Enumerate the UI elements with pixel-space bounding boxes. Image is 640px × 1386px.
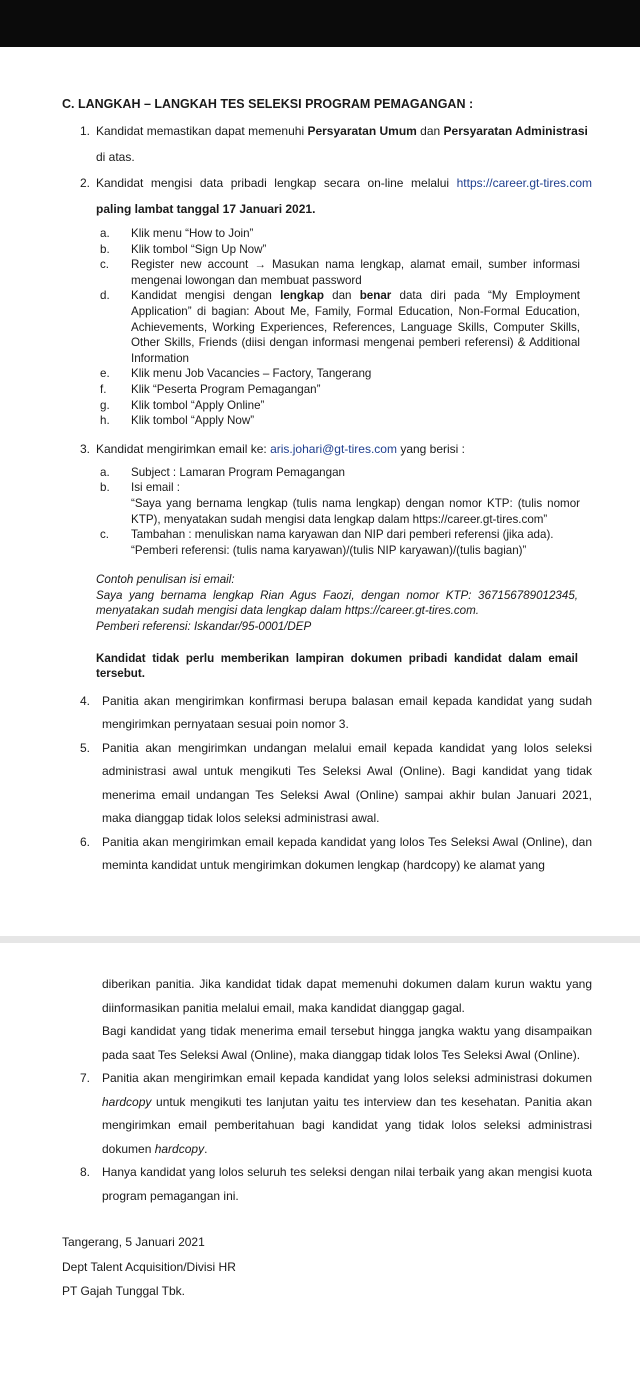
substep-b: b. Isi email : “Saya yang bernama lengkap (tulis nama lengkap) dengan nomor KTP: (tulis nomor KTP), menyatakan sudah mengisi data lengkap dalam https://career.gt-tires.com”	[100, 481, 580, 526]
step-number: 6.	[80, 834, 91, 849]
step-text: Panitia akan mengirimkan konfirmasi berupa balasan email kepada kandidat yang sudah mengirimkan pernyataan sesuai poin nomor 3.	[102, 693, 592, 732]
step-1	[80, 118, 592, 170]
substep-b: b. Klik tombol “Sign Up Now”	[100, 242, 267, 256]
signature-block	[62, 1230, 592, 1304]
substep-c: c. Register new account → Masukan nama lengkap, alamat email, sumber informasi mengenai lowongan dan membuat password	[100, 258, 580, 287]
email-body-template: “Saya yang bernama lengkap (tulis nama lengkap) dengan nomor KTP: (tulis nomor KTP), menyatakan sudah mengisi data lengkap dalam https://career.gt-tires.com”	[131, 496, 580, 526]
place-date: Tangerang, 5 Januari 2021	[62, 1235, 205, 1249]
attachment-notice: Kandidat tidak perlu memberikan lampiran dokumen pribadi kandidat dalam email tersebut.	[96, 651, 578, 681]
step-2	[80, 170, 592, 222]
step-number: 7.	[80, 1071, 91, 1085]
step-text: Panitia akan mengirimkan undangan melalui email kepada kandidat yang lolos seleksi administrasi awal untuk mengikuti Tes Seleksi Awal (Online). Bagi kandidat yang tidak menerima email undangan Tes Seleksi Awal (Online) sampai akhir bulan Januari 2021, maka dianggap tidak lolos seleksi administrasi awal.	[102, 740, 592, 826]
step-text: Hanya kandidat yang lolos seluruh tes seleksi dengan nilai terbaik yang akan mengisi kuota program pemagangan ini.	[102, 1165, 592, 1203]
substep-g: g. Klik tombol “Apply Online”	[100, 398, 265, 412]
step-number: 8.	[80, 1165, 91, 1179]
step-text: Panitia akan mengirimkan email kepada kandidat yang lolos seleksi administrasi dokumen hardcopy untuk mengikuti tes lanjutan yaitu tes interview dan tes kesehatan. Panitia akan mengirimkan email pemberitahuan bagi kandidat yang tidak lolos seleksi administrasi dokumen hardcopy.	[102, 1071, 592, 1156]
example-referrer: Pemberi referensi: Iskandar/95-0001/DEP	[96, 620, 312, 634]
page-2	[62, 973, 592, 1304]
company-name: PT Gajah Tunggal Tbk.	[62, 1284, 185, 1298]
step-3	[80, 439, 592, 459]
substep-c: c. Tambahan : menuliskan nama karyawan dan NIP dari pemberi referensi (jika ada). “Pemberi referensi: (tulis nama karyawan)/(tulis NIP karyawan)/(tulis bagian)”	[100, 528, 554, 557]
substep-h: h. Klik tombol “Apply Now”	[100, 414, 255, 428]
step-8	[80, 1161, 592, 1208]
step-5	[80, 737, 592, 831]
section-heading: C. LANGKAH – LANGKAH TES SELEKSI PROGRAM PEMAGANGAN :	[62, 97, 474, 111]
status-bar	[0, 0, 640, 47]
section-c	[62, 96, 592, 878]
step-text: Panitia akan mengirimkan email kepada kandidat yang lolos Tes Seleksi Awal (Online), dan meminta kandidat untuk mengirimkan dokumen lengkap (hardcopy) ke alamat yang	[102, 834, 592, 873]
substep-a: a. Klik menu “How to Join”	[100, 227, 254, 240]
substep-e: e. Klik menu Job Vacancies – Factory, Tangerang	[100, 367, 372, 381]
step-text: Kandidat mengirimkan email ke: aris.johari@gt-tires.com yang berisi :	[96, 441, 466, 456]
step-number: 3.	[80, 441, 91, 456]
step-number: 1.	[80, 124, 91, 138]
step-6-note: Bagi kandidat yang tidak menerima email tersebut hingga jangka waktu yang disampaikan pada saat Tes Seleksi Awal (Online), maka dianggap tidak lolos Tes Seleksi Awal (Online).	[102, 1024, 592, 1062]
step-number: 5.	[80, 740, 91, 755]
step-4	[80, 690, 592, 737]
step-3-substeps	[100, 465, 580, 559]
substep-f: f. Klik “Peserta Program Pemagangan”	[100, 382, 321, 396]
page-divider	[0, 936, 640, 943]
example-line: Saya yang bernama lengkap Rian Agus Faozi, dengan nomor KTP: 367156789012345, menyatakan sudah mengisi data lengkap dalam https://career.gt-tires.com.	[96, 588, 578, 618]
substep-d: d. Kandidat mengisi dengan lengkap dan benar data diri pada “My Employment Application” di bagian: About Me, Family, Formal Education, Non-Formal Education, Achievements, Working Experiences, References, Language Skills, Computer Skills, Other Skills, Friends (diisi dengan informasi mengenai pemberi referensi) & Additional Information	[100, 289, 580, 365]
step-7	[80, 1067, 592, 1161]
step-number: 2.	[80, 176, 91, 190]
deadline-text: paling lambat tanggal 17 Januari 2021.	[96, 202, 316, 216]
step-6-continued: diberikan panitia. Jika kandidat tidak dapat memenuhi dokumen dalam kurun waktu yang diinformasikan panitia melalui email, maka kandidat dianggap gagal.	[102, 977, 592, 1015]
email-example	[96, 572, 578, 634]
step-6	[80, 831, 592, 878]
step-2-substeps	[100, 226, 580, 429]
example-title: Contoh penulisan isi email:	[96, 573, 235, 587]
step-number: 4.	[80, 693, 91, 708]
step-text: Kandidat memastikan dapat memenuhi Persyaratan Umum dan Persyaratan Administrasi di atas.	[96, 124, 588, 164]
referrer-template: “Pemberi referensi: (tulis nama karyawan)/(tulis NIP karyawan)/(tulis bagian)”	[131, 543, 527, 557]
career-link[interactable]: https://career.gt-tires.com	[456, 176, 592, 190]
substep-a: a. Subject : Lamaran Program Pemagangan	[100, 465, 345, 479]
email-link[interactable]: aris.johari@gt-tires.com	[270, 441, 397, 456]
department: Dept Talent Acquisition/Divisi HR	[62, 1259, 236, 1274]
step-text: Kandidat mengisi data pribadi lengkap secara on-line melalui https://career.gt-tires.com paling lambat tanggal 17 Januari 2021.	[96, 176, 592, 216]
